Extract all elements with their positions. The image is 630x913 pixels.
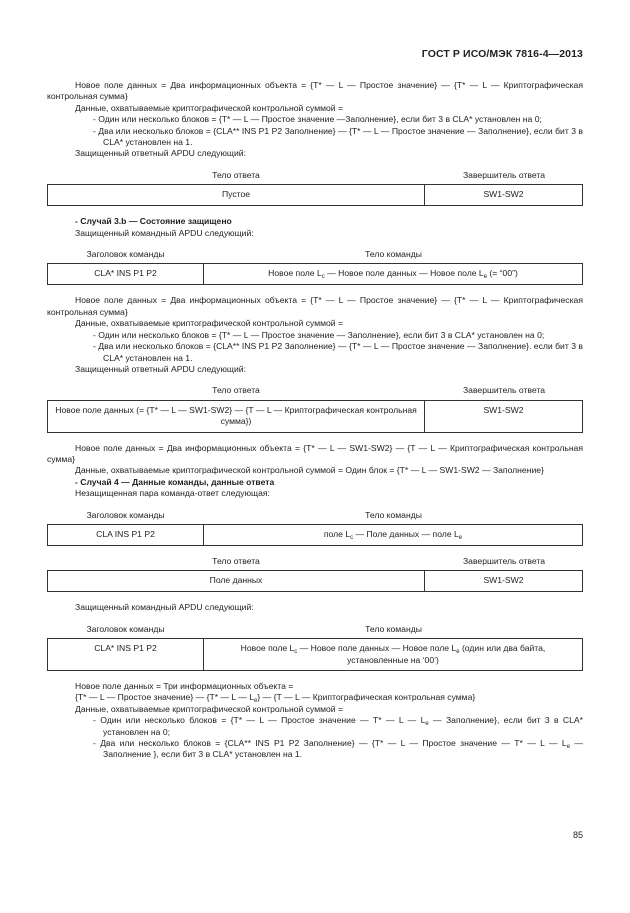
command-table-1 [47, 245, 583, 285]
paragraph: Данные, охватываемые криптографической контрольной суммой = [75, 318, 344, 329]
table-header: Тело ответа [212, 169, 260, 180]
table-header: Заголовок команды [86, 249, 165, 260]
document-header: ГОСТ Р ИСО/МЭК 7816-4—2013 [421, 48, 583, 60]
table-cell: поле $L_c$ — Поле данных — поле $L_e$ [204, 524, 583, 546]
table-header: Завершитель ответа [462, 555, 545, 566]
list-item: - Один или несколько блоков = {T* — L — Простое значение —Заполнение}, если бит 3 в CLA* установлен на 0; [93, 114, 542, 125]
list-item: - Два или несколько блоков = {CLA** INS P1 P2 Заполнение} — {T* — L — Простое значение — Заполнение}, если бит 3 в CLA* установлен на 1. [93, 125, 583, 148]
table-header: Тело ответа [212, 555, 260, 566]
paragraph: Данные, охватываемые криптографической контрольной суммой = [75, 102, 344, 113]
paragraph: Данные, охватываемые криптографической контрольной суммой = [75, 703, 344, 714]
table-cell: Пустое [47, 184, 425, 206]
table-cell: SW1-SW2 [425, 400, 583, 433]
command-table-2 [47, 506, 583, 546]
paragraph: {T* — L — Простое значение} — {T* — L — $L_e$} — {T — L — Криптографическая контрольная сумма} [75, 692, 476, 705]
table-header: Заголовок команды [86, 509, 165, 520]
table-header: Тело команды [365, 249, 422, 260]
paragraph: Данные, охватываемые криптографической контрольной суммой = Один блок = {T* — L — SW1-SW2 — Заполнение} [75, 465, 544, 476]
command-table-3 [47, 620, 583, 671]
table-header: Тело команды [365, 509, 422, 520]
section-heading: - Случай 4 — Данные команды, данные ответа [75, 476, 275, 487]
table-cell: SW1-SW2 [425, 184, 583, 206]
response-table-1 [47, 166, 583, 206]
table-cell: CLA* INS P1 P2 [47, 638, 204, 671]
paragraph: Защищенный ответный APDU следующий: [75, 148, 246, 159]
section-heading: - Случай 3.b — Состояние защищено [75, 216, 232, 227]
page-number: 85 [572, 830, 583, 840]
paragraph: Новое поле данных = Два информационных объекта = {T* — L — SW1-SW2} — {T — L — Криптографическая контрольная сумма} [47, 442, 583, 464]
paragraph: Новое поле данных = Три информационных объекта = [75, 681, 294, 691]
paragraph: Незащищенная пара команда-ответ следующая: [75, 488, 270, 499]
table-header: Тело команды [365, 623, 422, 634]
paragraph: Защищенный ответный APDU следующий: [75, 363, 246, 374]
table-cell: Новое поле $L_c$ — Новое поле данных — Новое поле $L_e$ (один или два байта, установленные на ‘00’) [204, 638, 583, 671]
table-header: Завершитель ответа [462, 169, 545, 180]
table-cell: Поле данных [47, 570, 425, 592]
paragraph: Защищенный командный APDU следующий: [75, 602, 254, 613]
list-item: - Два или несколько блоков = {CLA** INS P1 P2 Заполнение} — {T* — L — Простое значение — T* — L — $L_e$ — Заполнение }, если бит 3 в CLA* установлен на 1. [93, 738, 583, 760]
page-content [47, 80, 583, 761]
list-item: - Один или несколько блоков = {T* — L — Простое значение — Заполнение}, если бит 3 в CLA* установлен на 0; [93, 329, 545, 340]
table-header: Тело ответа [212, 385, 260, 396]
table-cell: Новое поле данных (= {T* — L — SW1-SW2} — {T — L — Криптографическая контрольная сумма}) [47, 400, 425, 433]
paragraph: Новое поле данных = Два информационных объекта = {T* — L — Простое значение} — {T* — L — Криптографическая контрольная сумма} [47, 80, 583, 102]
table-cell: Новое поле $L_c$ — Новое поле данных — Новое поле $L_e$ (= “00”) [204, 263, 583, 285]
list-item: - Один или несколько блоков = {T* — L — Простое значение — T* — L — $L_e$ — Заполнение}, если бит 3 в CLA* установлен на 0; [93, 715, 583, 737]
paragraph: Новое поле данных = Два информационных объекта = {T* — L — Простое значение} — {T* — L — Криптографическая контрольная сумма} [47, 295, 583, 317]
table-header: Завершитель ответа [462, 385, 545, 396]
table-header: Заголовок команды [86, 623, 165, 634]
table-cell: SW1-SW2 [425, 570, 583, 592]
table-cell: CLA* INS P1 P2 [47, 263, 204, 285]
response-table-3 [47, 552, 583, 592]
response-table-2 [47, 381, 583, 432]
table-cell: CLA INS P1 P2 [47, 524, 204, 546]
paragraph: Защищенный командный APDU следующий: [75, 227, 254, 238]
list-item: - Два или несколько блоков = {CLA** INS P1 P2 Заполнение} — {T* — L — Простое значение — Заполнение}. если бит 3 в CLA* установлен на 1. [93, 341, 583, 363]
